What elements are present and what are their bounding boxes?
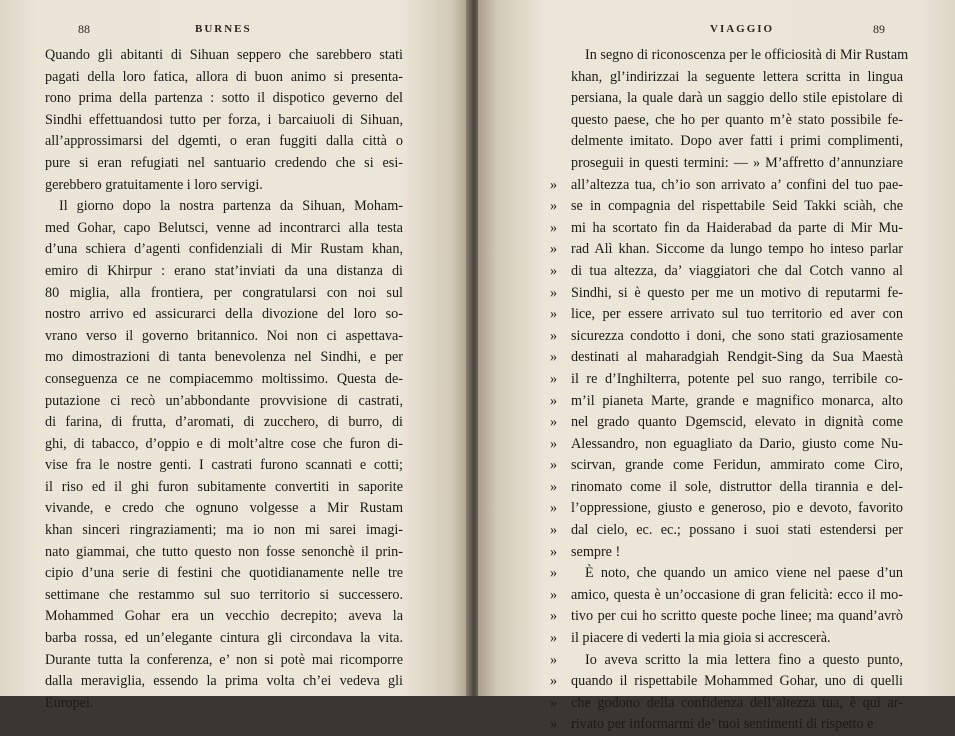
text-line: [550, 283, 903, 305]
text-line: [550, 563, 903, 585]
text-line: gerebbero gratuitamente i loro servigi.: [45, 176, 263, 193]
line-text: khan, gl’indirizzai la seguente lettera scritta in lingua: [571, 68, 903, 85]
quote-mark: »: [550, 651, 558, 668]
text-line: [571, 67, 903, 89]
text-line: Durante tutta la conferenza, e’ non si potè mai ricomporre: [45, 651, 403, 668]
text-line: conseguenza ce ne compiacemmo moltissimo. Questa de-: [45, 370, 403, 387]
text-line: [550, 520, 903, 542]
text-line: barba rossa, ed un’elegante cintura gli circondava la vita.: [45, 630, 403, 647]
line-text: il piacere di vederti la mia gioia si accrescerà.: [571, 630, 831, 647]
text-line: [550, 261, 903, 283]
text-line: il riso ed il ghi furon subitamente convertiti in saporite: [45, 478, 403, 495]
text-line: [550, 650, 903, 672]
quote-mark: »: [550, 219, 558, 236]
line-text: sempre !: [571, 543, 621, 560]
text-line: ghi, di tabacco, d’oppio e di molt’altre cose che furon di-: [45, 435, 403, 452]
text-line: [571, 131, 903, 153]
line-text: amico, questa è un’occasione di gran felicità: ecco il mo-: [571, 586, 903, 603]
text-line: [550, 455, 903, 477]
quote-mark: »: [550, 176, 558, 193]
text-line: nato giammai, che tutto questo non fosse senonchè il prin-: [45, 543, 403, 560]
line-text: quando il rispettabile Mohammed Gohar, uno di quelli: [571, 673, 903, 690]
quote-mark: »: [550, 673, 558, 690]
text-line: di farina, di frutta, d’aromati, di zucchero, di burro, di: [45, 414, 403, 431]
text-line: [550, 304, 903, 326]
quote-mark: »: [550, 370, 558, 387]
text-line: [571, 153, 903, 175]
text-line: [550, 671, 903, 693]
line-text: lice, per essere arrivato sul tuo territorio ed aver con: [571, 306, 903, 323]
line-text: rivato per informarmi de’ tuoi sentimenti di rispetto e: [571, 716, 874, 733]
quote-mark: »: [550, 543, 558, 560]
line-text: questo paese, che ho per quanto m’è stato possibile fe-: [571, 111, 903, 128]
text-line: pure si eran refugiati nel santuario credendo che si esi-: [45, 154, 403, 171]
text-line: [550, 434, 903, 456]
text-line: [550, 542, 903, 564]
text-line: [550, 585, 903, 607]
text-line: [550, 326, 903, 348]
text-line: [550, 218, 903, 240]
line-text: proseguii in questi termini: — » M’affretto d’annunziare: [571, 154, 903, 171]
quote-mark: »: [550, 478, 558, 495]
text-line: Il giorno dopo la nostra partenza da Sihuan, Moham-: [59, 198, 403, 215]
line-text: che godono della confidenza dell’altezza tua, è qui ar-: [571, 694, 903, 711]
right-page: [478, 0, 955, 733]
line-text: persiana, la quale darà un saggio dello stile epistolare di: [571, 90, 903, 107]
text-line: [550, 196, 903, 218]
text-line: Sindhi effettuandosi tutto per forza, i barcaiuoli di Sihuan,: [45, 111, 403, 128]
line-text: È noto, che quando un amico viene nel paese d’un: [585, 565, 903, 582]
text-line: emiro di Khirpur : erano stat’inviati da una distanza di: [45, 262, 403, 279]
quote-mark: »: [550, 457, 558, 474]
line-text: Sindhi, si è questo per me un motivo di reputarmi fe-: [571, 284, 903, 301]
text-line: khan sinceri ringraziamenti; ma io non mi sarei imagi-: [45, 522, 403, 539]
text-line: cipio d’una serie di festini che quotidianamente nelle tre: [45, 565, 403, 582]
line-text: di tua altezza, da’ viaggiatori che dal Cotch vanno al: [571, 262, 903, 279]
quote-mark: »: [550, 500, 558, 517]
line-text: il re d’Inghilterra, potente pel suo rango, terribile co-: [571, 370, 903, 387]
text-line: [550, 498, 903, 520]
text-line: [571, 45, 909, 67]
right-running-title: VIAGGIO: [710, 23, 775, 35]
text-line: [550, 693, 903, 715]
line-text: tivo per cui ho scritto queste poche linee; ma quand’avrò: [571, 608, 903, 625]
quote-mark: »: [550, 630, 558, 647]
line-text: Alessandro, non eguagliato da Dario, giusto come Nu-: [571, 435, 903, 452]
left-running-title: BURNES: [195, 23, 252, 35]
text-line: [571, 110, 903, 132]
line-text: rinomato come il sole, distruttor della tirannia e del-: [571, 478, 903, 495]
quote-mark: »: [550, 306, 558, 323]
text-line: putazione ci recò un’abbondante provvisione di castrati,: [45, 392, 403, 409]
quote-mark: »: [550, 414, 558, 431]
text-line: Europei.: [45, 694, 94, 711]
text-line: pagati della loro fatica, allora di buon animo si presenta-: [45, 68, 403, 85]
text-line: [550, 714, 903, 736]
text-line: Quando gli abitanti di Sihuan seppero che sarebbero stati: [45, 47, 403, 63]
right-page-body: [550, 45, 909, 736]
quote-mark: »: [550, 392, 558, 409]
line-text: se in compagnia del rispettabile Seid Takki sciàh, che: [571, 198, 903, 215]
line-text: In segno di riconoscenza per le officiosità di Mir Rustam: [585, 47, 909, 63]
quote-mark: »: [550, 522, 558, 539]
quote-mark: »: [550, 198, 558, 215]
line-text: delmente imitato. Dopo aver fatti i primi complimenti,: [571, 133, 903, 150]
quote-mark: »: [550, 586, 558, 603]
quote-mark: »: [550, 565, 558, 582]
text-line: [550, 606, 903, 628]
text-line: [550, 628, 903, 650]
text-line: [550, 175, 903, 197]
quote-mark: »: [550, 435, 558, 452]
right-page-number: 89: [873, 22, 885, 36]
text-line: [571, 88, 903, 110]
quote-mark: »: [550, 349, 558, 366]
quote-mark: »: [550, 284, 558, 301]
quote-mark: »: [550, 262, 558, 279]
text-line: nostro arrivo ed assicurarci della divozione del loro so-: [45, 306, 403, 323]
text-line: [550, 391, 903, 413]
text-line: 80 miglia, alla frontiera, per congratularsi con noi sul: [45, 284, 403, 301]
text-line: [550, 369, 903, 391]
text-line: [550, 239, 903, 261]
text-line: dalla meraviglia, essendo la prima volta ch’ei vedeva gli: [45, 673, 403, 690]
text-line: settimane che restammo sul suo territorio si successero.: [45, 586, 403, 603]
text-line: d’una schiera d’agenti confidenziali di Mir Rustam khan,: [45, 241, 403, 258]
line-text: all’altezza tua, ch’io son arrivato a’ confini del tuo pae-: [571, 176, 903, 193]
text-line: Mohammed Gohar era un vecchio decrepito; aveva la: [45, 608, 403, 625]
text-line: rono prima della partenza : sotto il dispotico geverno del: [45, 90, 403, 107]
text-line: med Gohar, capo Belutsci, venne ad incontrarci alla testa: [45, 219, 403, 236]
text-line: all’approssimarsi del dgemti, o eran fuggiti dalla città o: [45, 133, 403, 150]
left-page-body: [45, 45, 403, 714]
line-text: sicurezza condotto i doni, che sono stati graziosamente: [571, 327, 903, 344]
quote-mark: »: [550, 241, 558, 258]
quote-mark: »: [550, 694, 558, 711]
line-text: m’il pianeta Marte, grande e magnifico monarca, alto: [571, 392, 903, 409]
left-page-number: 88: [78, 22, 90, 36]
left-page: [0, 0, 470, 711]
quote-mark: »: [550, 716, 558, 733]
text-line: [550, 477, 903, 499]
text-line: vivande, e credo che ognuno volgesse a Mir Rustam: [45, 500, 403, 517]
line-text: nel grado quanto Dgemscid, elevato in dignità come: [571, 414, 903, 431]
text-line: mo dimostrazioni di tanta benevolenza nel Sindhi, e per: [45, 349, 403, 366]
quote-mark: »: [550, 327, 558, 344]
line-text: destinati al maharadgiah Rendgit-Sing da Sua Maestà: [571, 349, 903, 366]
line-text: rad Alì khan. Siccome da lungo tempo ho inteso parlar: [571, 241, 903, 258]
quote-mark: »: [550, 608, 558, 625]
line-text: Io aveva scritto la mia lettera fino a questo punto,: [585, 651, 903, 668]
right-page-header: [478, 22, 955, 40]
text-line: vise fra le nostre genti. I castrati furono scannati e cotti;: [45, 457, 403, 474]
text-line: vrano verso il governo britannico. Noi non ci aspettava-: [45, 327, 403, 344]
line-text: scirvan, grande come Feridun, ammirato come Ciro,: [571, 457, 903, 474]
line-text: dal cielo, ec. ec.; possano i suoi stati estendersi per: [571, 522, 903, 539]
text-line: [550, 347, 903, 369]
line-text: mi ha scortato fin da Haiderabad da parte di Mir Mu-: [571, 219, 903, 236]
left-page-header: [0, 22, 470, 40]
text-line: [550, 412, 903, 434]
line-text: l’oppressione, giusto e generoso, pio e devoto, favorito: [571, 500, 903, 517]
